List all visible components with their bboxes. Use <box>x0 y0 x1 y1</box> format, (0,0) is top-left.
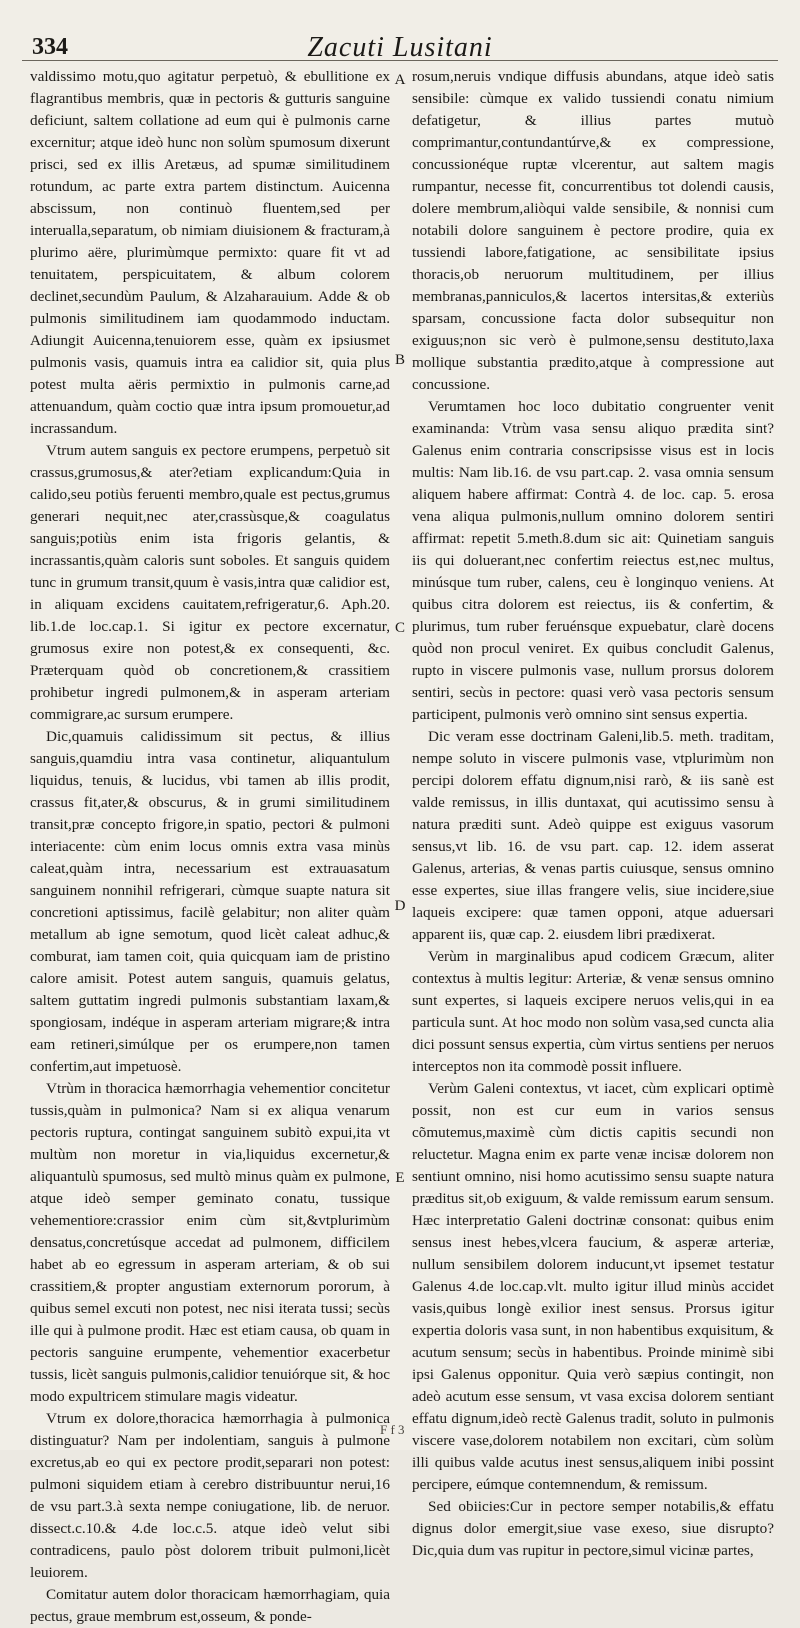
margin-letter: B <box>394 352 405 368</box>
right-column <box>412 66 774 1562</box>
margin-letter: E <box>395 1170 405 1186</box>
margin-letter: C <box>394 620 405 636</box>
paragraph: Verùm in marginalibus apud codicem Græcum, aliter contextus à multis legitur: Arteriæ, & venæ sensus omnino sunt expertes, si laqueis excipere neruos velis,qui in ea particula sunt. At hoc modo non solùm vasa,sed cuncta alia dici possunt sensus expertia, cùm virtus sentiens per neruos interceptos non ita commodè possit influere. <box>412 948 774 1075</box>
paragraph: Sed obiicies:Cur in pectore semper notabilis,& effatu dignus dolor emergit,siue vase exeso, siue disrupto? Dic,quia dum vas rupitur in pectore,simul vicinæ partes, <box>412 1498 774 1559</box>
paragraph: Vtrum autem sanguis ex pectore erumpens, perpetuò sit crassus,grumosus,& ater?etiam explicandum:Quia in calido,seu potiùs feruenti membro,quale est pectus,grumus generari nequit,nec ater,crassùsque,& coagulatus sanguis;potiùs enim ista frigoris gelantis, & incrassantis,quàm caloris sunt soboles. Et sanguis quidem tunc in grumum transit,quum è vasis,intra quæ calidior est, in aliquam excidens cauitatem,refrigeratur,6. Aph.20. lib.1.de loc.cap.1. Si igitur ex pectore excernatur, grumosus exire non potest,& ex consequenti, &c. Præterquam quòd ob concretionem,& crassitiem prohibetur ingredi pulmonem,& in asperam arteriam commigrare,ac sursum erumpere. <box>30 442 390 723</box>
margin-letter: D <box>394 898 406 914</box>
paragraph: Verumtamen hoc loco dubitatio congruenter venit examinanda: Vtrùm vasa sensu aliquo prædita sint? Galenus enim contraria conscripsisse visus est in locis multis: Nam lib.16. de vsu part.cap. 2. vasa omnia sensum aliquem habere affirmat: Contrà 4. de loc. cap. 5. erosa vena aliqua pulmonis,nullum omnino dolorem sentiri affirmat: repetit 5.meth.8.dum sic ait: Quinetiam sanguis iis qui doluerant,nec confertim reiectus est,nec multus, minúsque tum ruber, calens, ceu è longinquo veniens. At quibus citra dolorem est reiectus, iis & confertim, & plurimus, tum ruber feruénsque expuebatur, clarè docens quòd non procul veniret. Ex quibus concludit Galenus, rupto in viscere pulmonis vase, nullum prorsus dolorem sentiri, secùs in pectore: quasi verò vasa pectoris sensum participent, pulmonis verò omnino sint sensus expertia. <box>412 398 774 723</box>
margin-letter: A <box>394 72 406 88</box>
header-rule <box>22 60 778 61</box>
paragraph: Vtrum ex dolore,thoracica hæmorrhagia à pulmonica distinguatur? Nam per indolentiam, sanguis à pulmone excretus,ab eo qui ex pectore prodit,separari non potest: pulmoni siquidem etiam à cerebro distribuuntur nerui,16 de vsu part.3.à sexta nempe coniugatione, lib. de neruor. dissect.c.10.& 4.de loc.c.5. atque ideò velut sibi contradicens, paulo pòst dolorem tribuit pulmoni,licèt leuiorem. <box>30 1410 390 1581</box>
left-column <box>30 66 390 1628</box>
paragraph: Vtrùm in thoracica hæmorrhagia vehementior concitetur tussis,quàm in pulmonica? Nam si ex aliqua venarum pectoris ruptura, contingat sanguinem subitò expui,ita vt multùm non moretur in via,liquidus excernetur,& aliquantulù spumosus, sed multò minus quàm ex pulmone, atque ideò semper geminato conatu, tussique vehementiore:crassior enim cùm sit,&vtplurimùm densatus,concretúsque accedat ad pulmonem, difficilem habet ab eo egressum in asperam arteriam, & ob sui crassitiem,& propter angustiam externorum pororum, à quibus semel excuti non potest, nec nisi iterata tussi; secùs ille qui à pulmone prodit. Hæc est etiam causa, ob quam in pectoris sanguine erumpente, vehementior exacerbetur tussis, licèt sanguis pulmonis,calidior tenuiórque sit, & hoc modo expultricem stimulare magis videatur. <box>30 1080 390 1405</box>
page-header <box>22 18 778 63</box>
paragraph: Verùm Galeni contextus, vt iacet, cùm explicari optimè possit, non est cur eum in varios sensus cõmutemus,maximè cùm dictis capitis secundi non reluctetur. Magna enim ex parte venæ incisæ dolorem non sentiunt omnino, nisi homo acutissimo sensu suapte natura præditus sit,ob exiguum, & valde remissum earum sensum. Hæc interpretatio Galeni doctrinæ consonat: quibus enim sensus inest hebes,vlcera faucium, & asperæ arteriæ, nullum sensibilem dolorem inducunt,vt ipsemet testatur Galenus 4.de loc.cap.vlt. multo igitur illud minùs accidet vasis,quibus longè exilior inest sensus. Prorsus igitur expertia doloris vasa sunt, in non habentibus exquisitum, & acutum sensum; secùs in habentibus. Proinde minimè sibi ipsi Galenus opponitur. Quia verò sæpius contingit, non adeò acutum esse sensum, vt vasa excisa dolorem sentiant effatu dignum,ideò rectè Galenus tradit, soluto in pulmonis viscere vase,dolorem notabilem non excitari, cùm solùm illi quibus valde acutus inest sensus,aliquem inibi possint percipere, eúmque contemnendum, & remissum. <box>412 1080 774 1493</box>
paragraph: Comitatur autem dolor thoracicam hæmorrhagiam, quia pectus, graue membrum est,osseum, & ponde- <box>30 1586 390 1625</box>
paragraph: Dic,quamuis calidissimum sit pectus, & illius sanguis,quamdiu intra vasa continetur, aliquantulum liquidus, tenuis, & lucidus, vbi tamen ab illis prodit, crassus fit,ater,& obscurus, & in grumi similitudinem transit,præ concepto frigore,in spatio, pectori & pulmoni interiacente: cùm enim locus omnis extra vasa minùs caleat,quàm intra, necessarium est extrauasatum sanguinem nonnihil refrigerari, cùmque suapte natura sit concretioni aptissimus, facilè gelabitur; non aliter quàm metallum ab igne semotum, quod licèt caleat adhuc,& comburat, iam tamen coit, quia quicquam iam de pristino calore amisit. Potest autem sanguis, quamuis gelatus, saltem guttatim ingredi pulmonis substantiam laxam,& spongiosam, indéque in asperam arteriam migrare;& intra eam retineri,simúlque per os erumpere,non tamen confertim,aut impetuosè. <box>30 728 390 1075</box>
signature-mark: F f 3 <box>380 1422 405 1437</box>
paragraph: valdissimo motu,quo agitatur perpetuò, & ebullitione ex flagrantibus membris, quæ in pectoris & gutturis sanguine deficiunt, saltem collatione ad eum qui è pulmonis carne excernitur; atque ideò hunc non solùm spumosum dixerunt prisci, sed ex illis Aretæus, ad spumæ similitudinem rotundum, ac parte extra partem distinctum. Auicenna abscissum, non continuò fluentem,sed per interualla,separatum, ob nimiam diuisionem & fracturam,à plurimo aëre, plurimùmque permixto: quare fit vt ad tenuitatem, perspicuitatem, & album colorem declinet,secundùm Paulum, & Alzaharauium. Adde & ob pulmonis similitudinem iam quodammodo inductam. Adiungit Auicenna,tenuiorem esse, quàm ex ipsiusmet pulmonis vasis, quamuis intra ea calidior sit, quia plus potest multa aëris permixtio in pulmonis carne,ad attenuandum, quàm coctio quæ intra ipsum promouetur,ad incrassandum. <box>30 68 390 437</box>
running-head: Zacuti Lusitani <box>307 32 493 63</box>
page-number: 334 <box>32 34 68 60</box>
paragraph: Dic veram esse doctrinam Galeni,lib.5. meth. traditam, nempe soluto in viscere pulmonis vase, vtplurimùm non percipi dolorem effatu dignum,nisi rarò, & iis sanè est valde remissus, in illis duntaxat, qui acutissimo sensu à natura præditi sunt. Adeò quippe est exiguus vasorum sensus,vt lib. 16. de vsu part. cap. 12. idem asserat Galenus, arterias, & venas partis cuiusque, sensus omnino esse expertes, siue illas frangere velis, siue incidere,siue laqueis excipere: quæ tamen opponi, atque aduersari apparent iis, quæ cap. 2. eiusdem libri prædixerat. <box>412 728 774 943</box>
paragraph: rosum,neruis vndique diffusis abundans, atque ideò satis sensibile: cùmque ex valido tussiendi conatu nimium defatigetur, & illius partes mutuò comprimantur,contundantúrve,& ex compressione, concussionéque ruptæ vlcerentur, aut saltem magis rumpantur, necesse fit, concurrentibus tot dolendi causis, dolere membrum,aliòqui valde sensibile, & nonnisi cum notabili dolore sanguinem è pectore prodire, quia ex tussiendi labore,fatigatione, ac sensibilitate ipsius thoracis,ob neruorum multitudinem, per illius membranas,panniculos,& lacertos intersitas,& exteriùs sparsam, concussione facta dolor subsequitur non exiguus;non sic verò è pulmone,sensu destituto,laxa mollique substantia prædito,atque à compressione aut concussione. <box>412 68 774 393</box>
